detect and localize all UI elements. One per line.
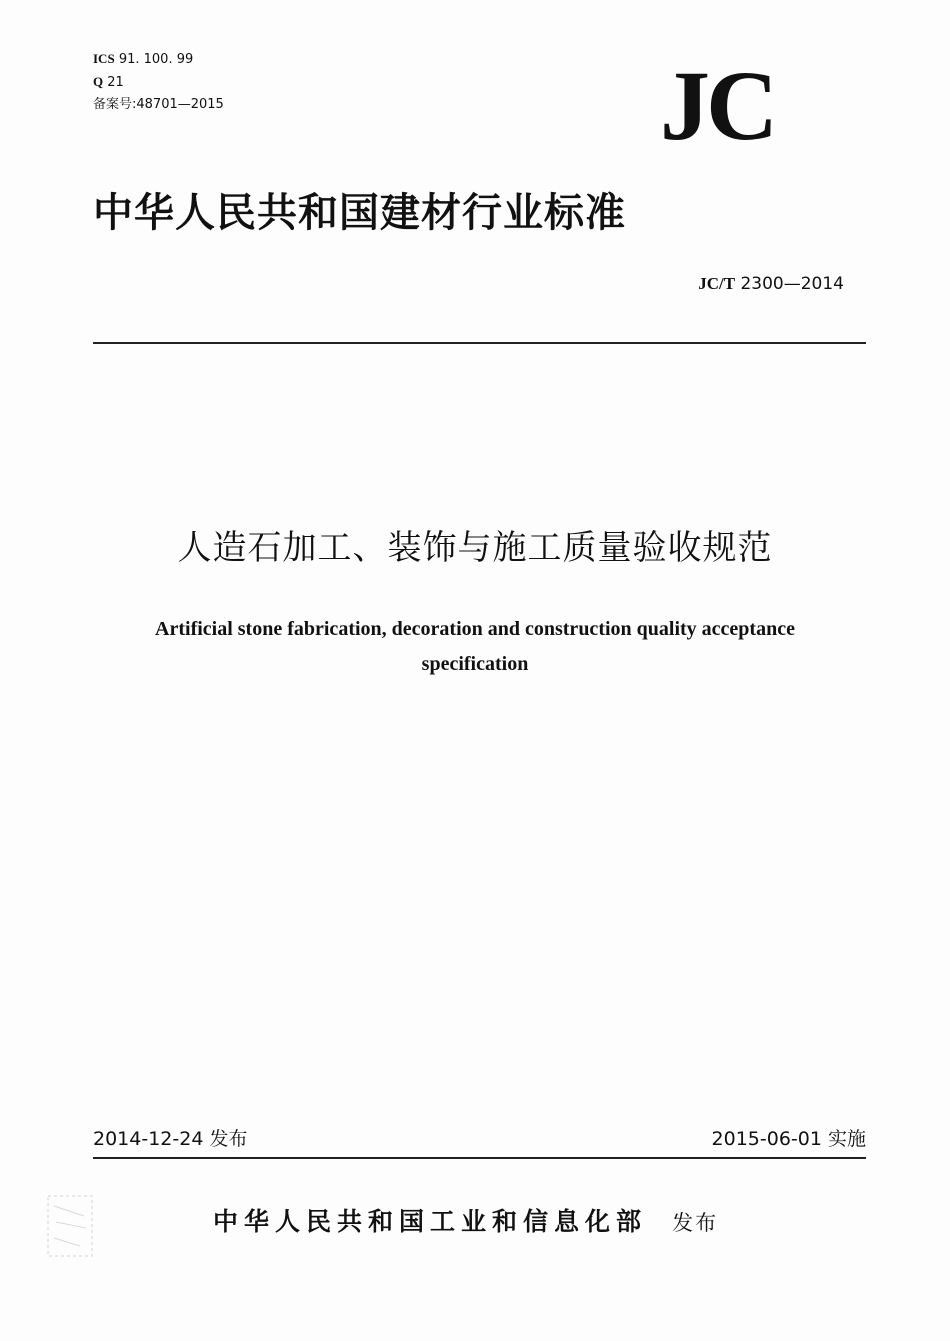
implementation-date-value: 2015-06-01 bbox=[711, 1128, 822, 1150]
jc-logo: JC bbox=[660, 50, 775, 161]
issue-date-label: 发布 bbox=[209, 1128, 248, 1150]
standard-number bbox=[698, 274, 844, 294]
record-line bbox=[93, 94, 224, 116]
ccs-label: Q bbox=[93, 74, 104, 89]
bottom-divider bbox=[93, 1157, 866, 1159]
standard-number-value: 2300—2014 bbox=[740, 274, 844, 294]
top-divider bbox=[93, 342, 866, 344]
ccs-line bbox=[93, 71, 224, 94]
title-english: Artificial stone fabrication, decoration and construction quality acceptance specification bbox=[155, 618, 795, 675]
ics-line bbox=[93, 48, 224, 71]
standard-code: JC/T bbox=[698, 274, 736, 293]
title-chinese: 人造石加工、装饰与施工质量验收规范 bbox=[177, 528, 773, 568]
issue-date bbox=[93, 1124, 247, 1151]
ics-label: ICS bbox=[93, 51, 115, 66]
issuer-line bbox=[213, 1202, 718, 1238]
implementation-date-label: 实施 bbox=[827, 1128, 866, 1150]
issuer-organization: 中华人民共和国工业和信息化部 bbox=[213, 1207, 648, 1236]
faint-stamp-mark bbox=[44, 1192, 96, 1260]
issuer-label: 发布 bbox=[672, 1211, 719, 1235]
record-value: 48701—2015 bbox=[136, 97, 224, 112]
implementation-date bbox=[712, 1124, 866, 1151]
ics-value: 91. 100. 99 bbox=[118, 52, 194, 67]
issue-date-value: 2014-12-24 bbox=[93, 1128, 204, 1150]
ccs-value: 21 bbox=[107, 75, 124, 90]
record-label: 备案号: bbox=[93, 97, 137, 112]
issuing-authority-heading: 中华人民共和国建材行业标准 bbox=[93, 190, 626, 236]
classification-block bbox=[93, 48, 224, 116]
